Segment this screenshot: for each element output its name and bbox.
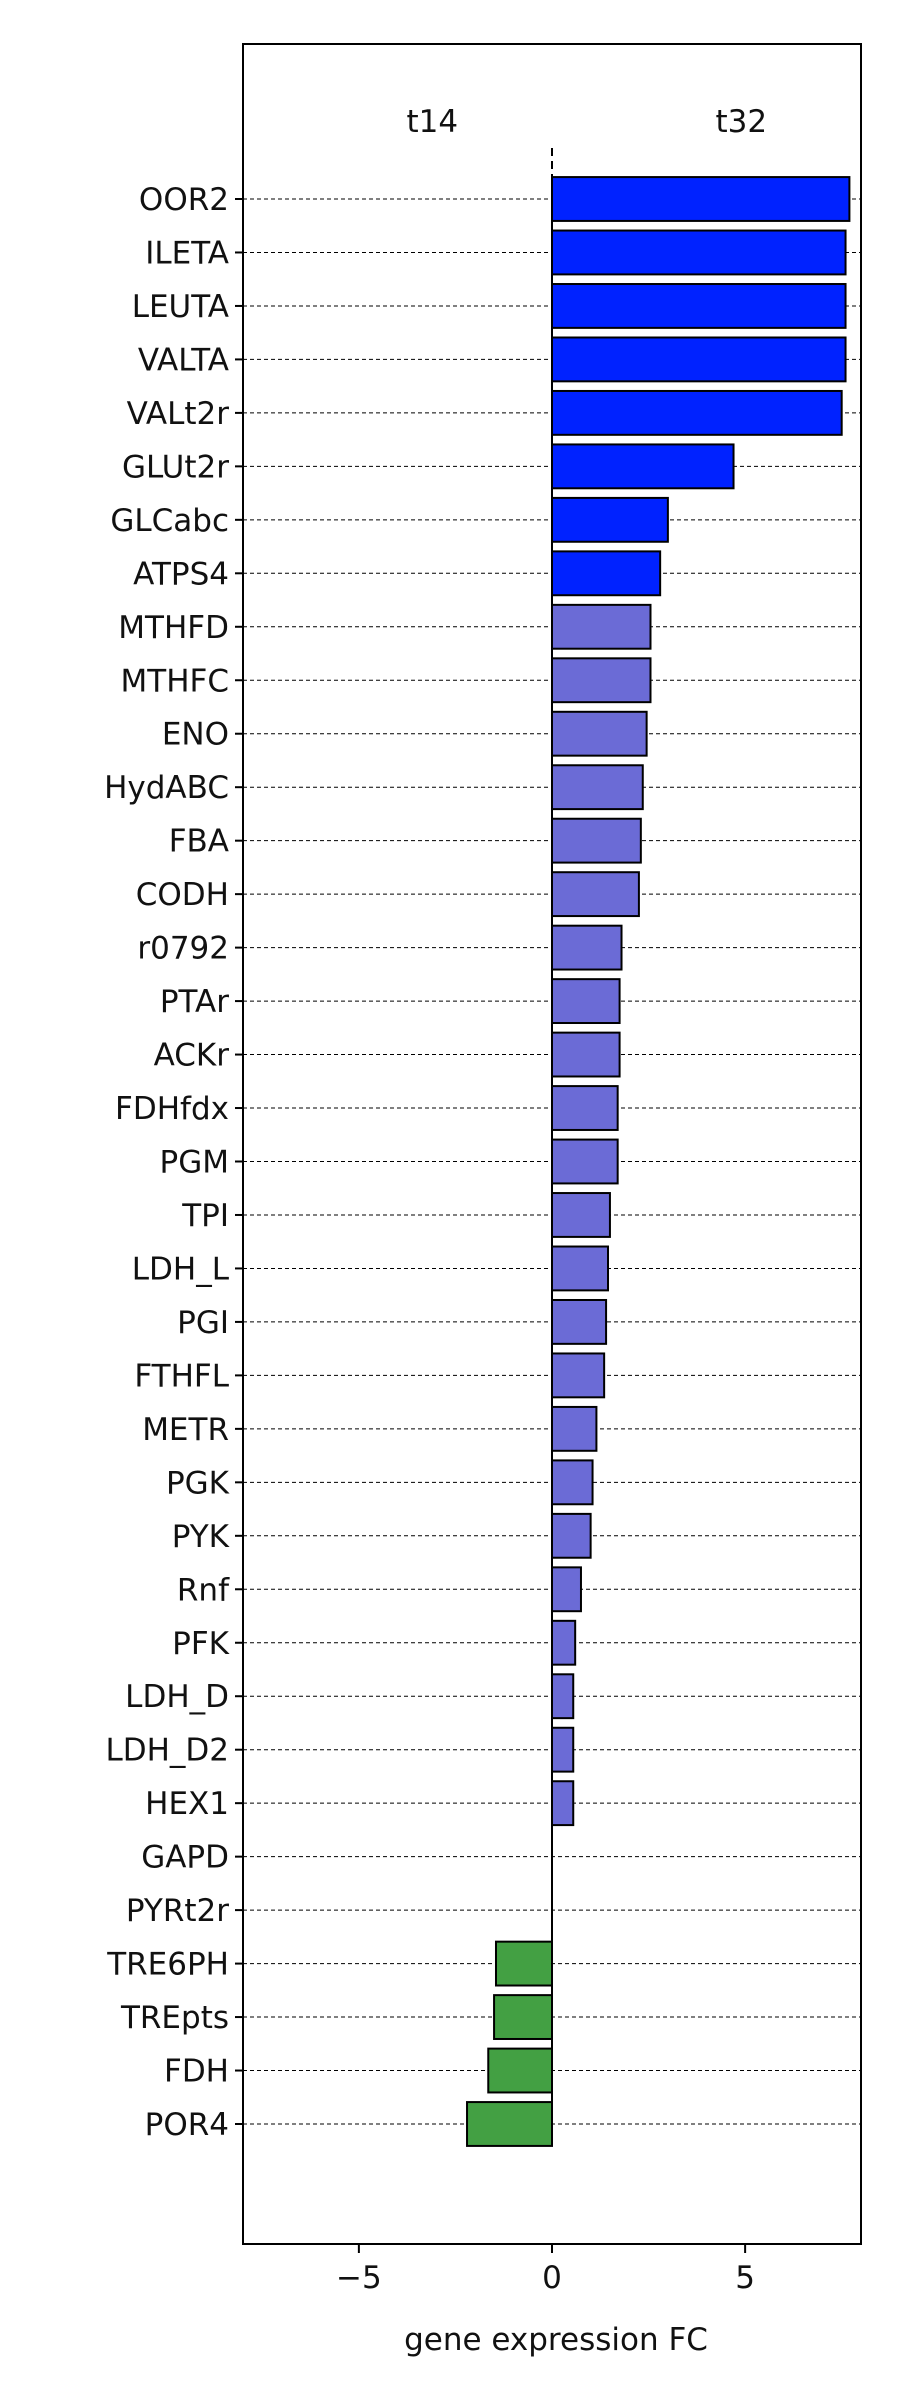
category-label-hex1: HEX1 bbox=[145, 1786, 229, 1823]
category-label-eno: ENO bbox=[161, 716, 229, 753]
bar-glcabc bbox=[552, 498, 668, 542]
bar-valta bbox=[552, 337, 846, 381]
bar-r0792 bbox=[552, 926, 622, 970]
bar-rnf bbox=[552, 1567, 581, 1611]
bar-pfk bbox=[552, 1621, 575, 1665]
category-label-fdhfdx: FDHfdx bbox=[115, 1091, 229, 1128]
bar-ackr bbox=[552, 1033, 620, 1077]
category-label-valta: VALTA bbox=[137, 342, 229, 379]
category-label-por4: POR4 bbox=[144, 2107, 229, 2143]
category-label-ileta: ILETA bbox=[145, 235, 229, 272]
bar-pgi bbox=[552, 1300, 606, 1344]
category-label-metr: METR bbox=[142, 1411, 229, 1448]
category-label-codh: CODH bbox=[135, 877, 229, 914]
category-label-valt2r: VALt2r bbox=[126, 395, 229, 432]
x-axis-title: gene expression FC bbox=[404, 2322, 708, 2358]
bar-ldh-l bbox=[552, 1247, 608, 1291]
category-label-pgk: PGK bbox=[165, 1465, 229, 1502]
bar-leuta bbox=[552, 284, 846, 328]
category-label-ldh-d: LDH_D bbox=[125, 1679, 229, 1716]
category-label-hydabc: HydABC bbox=[104, 770, 229, 807]
category-label-trepts: TREpts bbox=[120, 2000, 229, 2037]
category-label-tpi: TPI bbox=[182, 1197, 229, 1234]
bar-ldh-d bbox=[552, 1674, 573, 1718]
category-label-rnf: Rnf bbox=[176, 1572, 229, 1609]
category-label-gapd: GAPD bbox=[141, 1839, 229, 1876]
bar-pgk bbox=[552, 1460, 593, 1504]
category-label-ldh-l: LDH_L bbox=[131, 1251, 229, 1288]
bar-oor2 bbox=[552, 177, 849, 221]
category-label-mthfd: MTHFD bbox=[118, 609, 229, 646]
bar-ptar bbox=[552, 979, 620, 1023]
bar-fba bbox=[552, 819, 641, 863]
bar-hydabc bbox=[552, 765, 643, 809]
bar-mthfc bbox=[552, 658, 650, 702]
bar-atps4 bbox=[552, 551, 660, 595]
header-left-label: t14 bbox=[406, 104, 459, 140]
category-label-ldh-d2: LDH_D2 bbox=[105, 1732, 229, 1769]
bar-tre6ph bbox=[496, 1942, 552, 1986]
category-label-tre6ph: TRE6PH bbox=[107, 1946, 229, 1983]
category-label-glcabc: GLCabc bbox=[110, 502, 229, 539]
x-tick-label-2: 5 bbox=[735, 2260, 755, 2296]
category-label-ptar: PTAr bbox=[159, 984, 229, 1021]
category-label-pyrt2r: PYRt2r bbox=[125, 1893, 229, 1930]
bar-mthfd bbox=[552, 605, 650, 649]
bar-tpi bbox=[552, 1193, 610, 1237]
bar-fthfl bbox=[552, 1353, 604, 1397]
category-label-fdh: FDH bbox=[163, 2053, 229, 2090]
x-tick-label-1: 0 bbox=[542, 2260, 562, 2296]
bar-hex1 bbox=[552, 1781, 573, 1825]
category-label-mthfc: MTHFC bbox=[120, 663, 229, 700]
bar-por4 bbox=[467, 2102, 552, 2146]
bar-eno bbox=[552, 712, 647, 756]
category-label-oor2: OOR2 bbox=[138, 182, 229, 218]
category-label-pfk: PFK bbox=[172, 1625, 229, 1662]
bar-metr bbox=[552, 1407, 596, 1451]
bar-ileta bbox=[552, 231, 846, 275]
category-label-r0792: r0792 bbox=[137, 930, 229, 967]
x-tick-label-0: −5 bbox=[336, 2260, 382, 2296]
bar-trepts bbox=[494, 1995, 552, 2039]
bar-glut2r bbox=[552, 444, 734, 488]
category-label-pgi: PGI bbox=[177, 1304, 229, 1341]
bar-fdh bbox=[488, 2049, 552, 2093]
bar-ldh-d2 bbox=[552, 1728, 573, 1772]
category-label-fba: FBA bbox=[168, 823, 229, 860]
category-label-fthfl: FTHFL bbox=[134, 1358, 229, 1395]
bar-pyk bbox=[552, 1514, 591, 1558]
category-label-pyk: PYK bbox=[171, 1518, 229, 1555]
bar-fdhfdx bbox=[552, 1086, 618, 1130]
bar-codh bbox=[552, 872, 639, 916]
category-label-glut2r: GLUt2r bbox=[121, 449, 229, 486]
category-label-ackr: ACKr bbox=[153, 1037, 229, 1074]
category-label-leuta: LEUTA bbox=[131, 288, 229, 325]
category-label-pgm: PGM bbox=[159, 1144, 229, 1181]
category-label-atps4: ATPS4 bbox=[133, 556, 229, 593]
bar-valt2r bbox=[552, 391, 842, 435]
header-right-label: t32 bbox=[715, 104, 768, 140]
bar-pgm bbox=[552, 1140, 618, 1184]
